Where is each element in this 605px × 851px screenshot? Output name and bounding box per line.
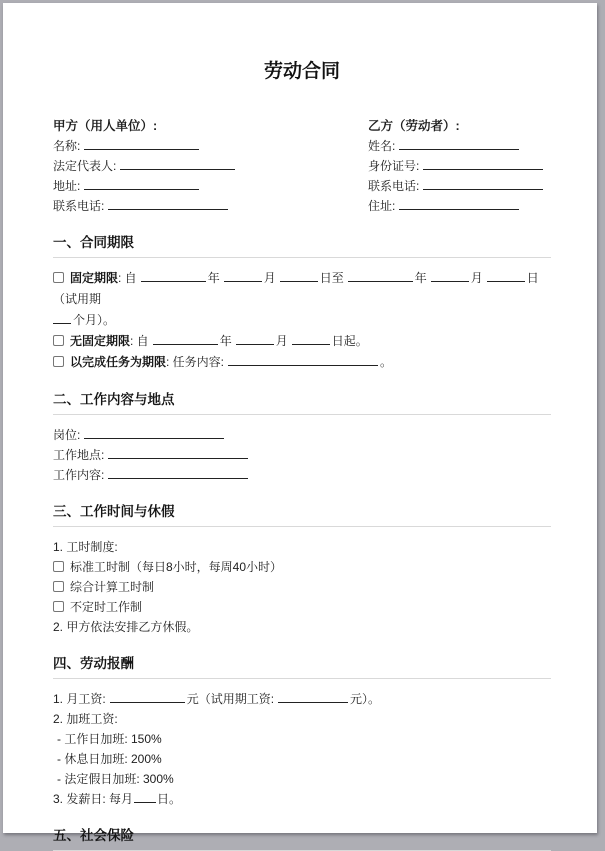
- monthly-salary-line: [53, 689, 551, 709]
- flexible-hours-option-line: [53, 597, 551, 617]
- party-a-address-row: [53, 176, 368, 196]
- open-ended-option-line: [53, 331, 551, 352]
- work-location-row: [53, 445, 551, 465]
- task-term-checkbox[interactable]: [53, 356, 64, 367]
- standard-hours-label: 标准工时制（每日8小时，每周40小时）: [70, 560, 283, 574]
- section-divider: [53, 678, 551, 679]
- hours-item-1: 1. 工时制度:: [53, 540, 118, 554]
- fixed-term-checkbox[interactable]: [53, 272, 64, 283]
- end-month-blank: [431, 268, 469, 282]
- party-b-name-label: 姓名:: [368, 139, 396, 153]
- salary-blank: [110, 689, 185, 703]
- trial-months-tail-text: 个月）。: [73, 313, 116, 327]
- start-month-blank: [224, 268, 262, 282]
- end-year-blank: [348, 268, 413, 282]
- party-b-id-label: 身份证号:: [368, 159, 420, 173]
- fixed-term-from-text: : 自: [118, 271, 137, 285]
- standard-hours-option-line: [53, 557, 551, 577]
- party-b-address-blank: [399, 196, 519, 210]
- open-year-text: 年: [219, 334, 232, 348]
- party-a-name-row: [53, 136, 368, 156]
- open-year-blank: [153, 331, 218, 345]
- party-a-legal-rep-row: [53, 156, 368, 176]
- open-tail-text: 日起。: [331, 334, 368, 348]
- work-content-row: [53, 465, 551, 485]
- party-b-phone-blank: [423, 176, 543, 190]
- party-a-phone-blank: [108, 196, 228, 210]
- standard-hours-checkbox[interactable]: [53, 561, 64, 572]
- comprehensive-hours-checkbox[interactable]: [53, 581, 64, 592]
- payday-tail-text: 日。: [157, 792, 182, 806]
- hours-item-2: 2. 甲方依法安排乙方休假。: [53, 620, 199, 634]
- party-a-address-label: 地址:: [53, 179, 81, 193]
- trial-salary-blank: [278, 689, 348, 703]
- party-a-legal-rep-blank: [120, 156, 235, 170]
- end-day-blank: [487, 268, 525, 282]
- payday-pre-text: 3. 发薪日: 每月: [53, 792, 134, 806]
- document-title: 劳动合同: [263, 61, 340, 82]
- section-divider: [53, 526, 551, 527]
- party-b-phone-label: 联系电话:: [368, 179, 420, 193]
- task-term-label: 以完成任务为期限: [70, 355, 167, 369]
- open-ended-checkbox[interactable]: [53, 335, 64, 346]
- section-heading-contract-term: 一、合同期限: [53, 235, 134, 250]
- section-divider: [53, 414, 551, 415]
- open-day-blank: [292, 331, 330, 345]
- payday-line: [53, 789, 551, 809]
- open-month-blank: [236, 331, 274, 345]
- comprehensive-hours-option-line: [53, 577, 551, 597]
- work-location-blank: [108, 445, 248, 459]
- party-b-name-blank: [399, 136, 519, 150]
- task-tail-text: 。: [380, 355, 393, 369]
- payday-blank: [134, 789, 156, 803]
- party-a-block: [53, 116, 368, 216]
- fixed-term-label: 固定期限: [70, 271, 119, 285]
- party-a-name-blank: [84, 136, 199, 150]
- flexible-hours-label: 不定时工作制: [70, 600, 143, 614]
- trial-months-blank: [53, 310, 71, 324]
- post-row: [53, 425, 551, 445]
- fixed-term-option-line: [53, 268, 551, 310]
- party-b-address-label: 住址:: [368, 199, 396, 213]
- party-a-phone-label: 联系电话:: [53, 199, 105, 213]
- year-text-2: 年: [414, 271, 427, 285]
- overtime-weekday-line: - 工作日加班: 150%: [57, 732, 162, 746]
- salary-tail-text: 元）。: [350, 692, 381, 706]
- month-text-1: 月: [263, 271, 276, 285]
- overtime-label-line: 2. 加班工资:: [53, 712, 118, 726]
- open-ended-from-text: : 自: [130, 334, 149, 348]
- open-ended-label: 无固定期限: [70, 334, 131, 348]
- flexible-hours-checkbox[interactable]: [53, 601, 64, 612]
- party-a-legal-rep-label: 法定代表人:: [53, 159, 117, 173]
- party-b-id-row: [368, 156, 551, 176]
- start-year-blank: [141, 268, 206, 282]
- section-heading-social-insurance: 五、社会保险: [53, 828, 134, 843]
- overtime-weekend-line: - 休息日加班: 200%: [57, 752, 162, 766]
- party-b-id-blank: [423, 156, 543, 170]
- work-content-blank: [108, 465, 248, 479]
- salary-pre-text: 1. 月工资:: [53, 692, 106, 706]
- section-heading-remuneration: 四、劳动报酬: [53, 656, 134, 671]
- post-blank: [84, 425, 224, 439]
- day-to-text: 日至: [319, 271, 344, 285]
- start-day-blank: [280, 268, 318, 282]
- party-b-address-row: [368, 196, 551, 216]
- work-location-label: 工作地点:: [53, 448, 105, 462]
- trial-period-text: 日（试用期: [53, 271, 539, 306]
- section-divider: [53, 257, 551, 258]
- party-a-phone-row: [53, 196, 368, 216]
- year-text-1: 年: [207, 271, 220, 285]
- work-content-label: 工作内容:: [53, 468, 105, 482]
- parties-block: [53, 116, 551, 216]
- contract-page: [3, 3, 597, 843]
- task-term-option-line: [53, 352, 551, 373]
- party-b-name-row: [368, 136, 551, 156]
- task-content-text: : 任务内容:: [166, 355, 225, 369]
- post-label: 岗位:: [53, 428, 81, 442]
- party-a-address-blank: [84, 176, 199, 190]
- section-heading-work-content: 二、工作内容与地点: [53, 392, 175, 407]
- salary-mid-text: 元（试用期工资:: [186, 692, 275, 706]
- task-content-blank: [228, 352, 378, 366]
- party-b-block: [368, 116, 551, 216]
- overtime-holiday-line: - 法定假日加班: 300%: [57, 772, 174, 786]
- party-a-name-label: 名称:: [53, 139, 81, 153]
- party-b-heading: 乙方（劳动者）:: [368, 119, 460, 133]
- section-heading-hours-leave: 三、工作时间与休假: [53, 504, 175, 519]
- comprehensive-hours-label: 综合计算工时制: [70, 580, 155, 594]
- open-month-text: 月: [275, 334, 288, 348]
- party-b-phone-row: [368, 176, 551, 196]
- month-text-2: 月: [470, 271, 483, 285]
- party-a-heading: 甲方（用人单位）:: [53, 119, 158, 133]
- trial-months-line: [53, 310, 551, 331]
